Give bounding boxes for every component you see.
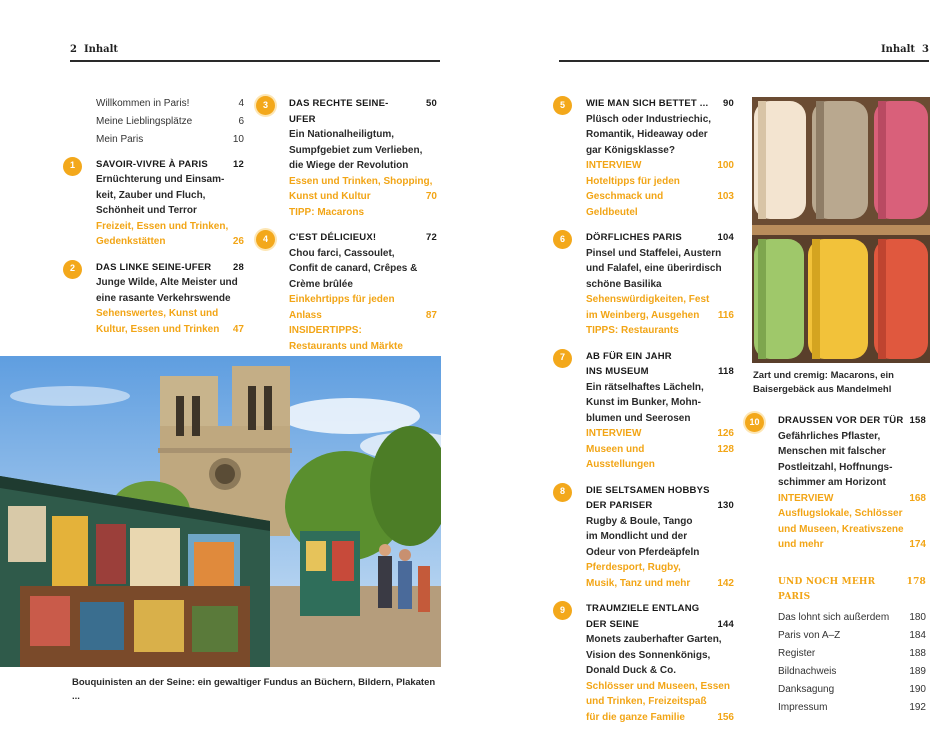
more-title: UND NOCH MEHR PARIS bbox=[778, 576, 876, 602]
chapter-page: 28 bbox=[233, 261, 244, 273]
chapter-number-badge: 2 bbox=[63, 260, 82, 279]
chapter-subentry[interactable]: INTERVIEW 100 Hoteltipps für jeden Geschmack und Geldbeutel 103 bbox=[586, 160, 734, 218]
chapter-title: SAVOIR-VIVRE À PARIS bbox=[96, 158, 208, 170]
chapter-title: WIE MAN SICH BETTET ... bbox=[586, 98, 709, 109]
chapter-title-line-2: INS MUSEUM bbox=[586, 366, 649, 377]
toc-column-3 bbox=[559, 96, 734, 725]
right-header-rule bbox=[559, 60, 929, 62]
chapter-description: Ein Nationalheiligtum, Sumpfgebiet zum Verlieben, die Wiege der Revolution bbox=[289, 129, 423, 171]
toc-more-item[interactable]: Das lohnt sich außerdem 180 bbox=[778, 611, 926, 623]
chapter-title: DIE SELTSAMEN HOBBYS bbox=[586, 484, 710, 496]
chapter-page: 118 bbox=[718, 366, 734, 377]
toc-chapter-9[interactable] bbox=[559, 601, 734, 725]
chapter-number-badge: 8 bbox=[553, 483, 572, 502]
chapter-title: TRAUMZIELE ENTLANG bbox=[586, 603, 700, 614]
toc-chapter-7[interactable] bbox=[559, 349, 734, 473]
toc-more-item[interactable]: Register 188 bbox=[778, 647, 926, 659]
left-header-title: Inhalt bbox=[83, 44, 119, 55]
chapter-page: 72 bbox=[426, 232, 437, 243]
chapter-title-line-2: DER PARISER bbox=[586, 500, 653, 511]
chapter-subentry[interactable]: INTERVIEW 126 Museen und Ausstellungen 128 bbox=[586, 428, 734, 470]
chapter-page: 50 bbox=[426, 98, 437, 109]
chapter-number-badge: 4 bbox=[256, 230, 275, 249]
toc-intro-item[interactable]: Meine Lieblingsplätze 6 bbox=[96, 116, 244, 127]
chapter-number-badge: 3 bbox=[256, 96, 275, 115]
chapter-subentry[interactable]: Sehenswürdigkeiten, Fest im Weinberg, Ausgehen 116 TIPPS: Restaurants bbox=[586, 294, 734, 336]
chapter-subentry[interactable]: Sehenswertes, Kunst und Kultur, Essen und Trinken 47 bbox=[96, 308, 244, 335]
chapter-description: Pinsel und Staffelei, Austern und Falafel, eine überirdisch schöne Basilika bbox=[586, 247, 722, 290]
left-header-rule bbox=[70, 60, 440, 62]
toc-chapter-5[interactable] bbox=[559, 96, 734, 220]
chapter-description: Plüsch oder Industriechic, Romantik, Hideaway oder gar Königsklasse? bbox=[586, 113, 712, 156]
toc-column-1 bbox=[69, 96, 244, 337]
toc-chapter-4[interactable] bbox=[262, 230, 437, 354]
toc-intro-item[interactable]: Willkommen in Paris! 4 bbox=[96, 98, 244, 109]
chapter-number-badge: 7 bbox=[553, 349, 572, 368]
chapter-title: AB FÜR EIN JAHR bbox=[586, 350, 672, 362]
toc-chapter-6[interactable] bbox=[559, 230, 734, 339]
toc-more-item[interactable]: Bildnachweis 189 bbox=[778, 665, 926, 677]
toc-more-item[interactable]: Danksagung 190 bbox=[778, 683, 926, 695]
toc-chapter-10[interactable] bbox=[749, 413, 926, 553]
left-running-header bbox=[70, 44, 118, 55]
chapter-title: C'EST DÉLICIEUX! bbox=[289, 232, 377, 243]
macarons-photo bbox=[752, 97, 930, 363]
toc-column-2 bbox=[262, 96, 437, 354]
chapter-title: DAS LINKE SEINE-UFER bbox=[96, 261, 212, 273]
right-header-title: Inhalt bbox=[880, 44, 916, 55]
left-page-number: 2 bbox=[70, 44, 77, 55]
chapter-subentry[interactable]: Essen und Trinken, Shopping, Kunst und Kultur 70 TIPP: Macarons bbox=[289, 175, 437, 218]
toc-more-item[interactable]: Impressum 192 bbox=[778, 701, 926, 713]
chapter-subentry[interactable]: INTERVIEW 168 Ausflugslokale, Schlösser und Museen, Kreativszene und mehr 174 bbox=[778, 492, 926, 550]
chapter-subentry[interactable]: Freizeit, Essen und Trinken, Gedenkstätten 26 bbox=[96, 220, 244, 247]
notre-dame-photo-caption: Bouquinisten an der Seine: ein gewaltiger Fundus an Büchern, Bildern, Plakaten ... bbox=[72, 677, 436, 702]
toc-more-item[interactable]: Paris von A–Z 184 bbox=[778, 629, 926, 641]
chapter-page: 104 bbox=[717, 232, 734, 243]
chapter-description: Gefährliches Pflaster, Menschen mit falscher Postleitzahl, Hoffnungs- schimmer am Horizont bbox=[778, 430, 893, 488]
toc-column-4 bbox=[749, 413, 926, 718]
chapter-title: DÖRFLICHES PARIS bbox=[586, 232, 682, 243]
toc-chapter-1[interactable] bbox=[69, 157, 244, 250]
chapter-subentry[interactable]: Schlösser und Museen, Essen und Trinken, Freizeitspaß für die ganze Familie 156 bbox=[586, 680, 734, 723]
toc-chapter-2[interactable] bbox=[69, 260, 244, 338]
chapter-description: Ernüchterung und Einsam- keit, Zauber und Fluch, Schönheit und Terror bbox=[96, 174, 225, 216]
chapter-subentry[interactable]: Einkehrtipps für jeden Anlass 87 INSIDERTIPPS: Restaurants und Märkte bbox=[289, 294, 437, 352]
chapter-number-badge: 6 bbox=[553, 230, 572, 249]
chapter-page: 12 bbox=[233, 158, 244, 170]
toc-chapter-8[interactable] bbox=[559, 483, 734, 592]
chapter-title: DRAUSSEN VOR DER TÜR bbox=[778, 415, 904, 426]
chapter-description: Junge Wilde, Alte Meister und eine rasante Verkehrswende bbox=[96, 277, 238, 304]
chapter-title-line-2: DER SEINE bbox=[586, 618, 640, 630]
right-running-header bbox=[881, 44, 929, 55]
chapter-description: Ein rätselhaftes Lächeln, Kunst im Bunker, Mohn- blumen und Seerosen bbox=[586, 381, 704, 424]
more-page: 178 bbox=[906, 576, 926, 587]
chapter-subentry[interactable]: Pferdesport, Rugby, Musik, Tanz und mehr 142 bbox=[586, 562, 734, 589]
chapter-number-badge: 9 bbox=[553, 601, 572, 620]
toc-intro-item[interactable]: Mein Paris 10 bbox=[96, 134, 244, 145]
chapter-description: Monets zauberhafter Garten, Vision des Sonnenkönigs, Donald Duck & Co. bbox=[586, 634, 722, 676]
chapter-number-badge: 5 bbox=[553, 96, 572, 115]
chapter-page: 144 bbox=[717, 618, 734, 630]
chapter-title: DAS RECHTE SEINE-UFER bbox=[289, 98, 389, 125]
macarons-photo-caption: Zart und cremig: Macarons, ein Baisergebäck aus Mandelmehl bbox=[753, 370, 894, 395]
chapter-number-badge: 10 bbox=[745, 413, 764, 432]
toc-more-section[interactable] bbox=[778, 575, 926, 716]
notre-dame-bouquinistes-photo bbox=[0, 356, 441, 667]
chapter-page: 158 bbox=[909, 415, 926, 426]
chapter-page: 90 bbox=[723, 98, 734, 109]
chapter-description: Rugby & Boule, Tango im Mondlicht und der Odeur von Pferdeäpfeln bbox=[586, 515, 700, 558]
chapter-number-badge: 1 bbox=[63, 157, 82, 176]
toc-chapter-3[interactable] bbox=[262, 96, 437, 220]
chapter-page: 130 bbox=[717, 500, 734, 511]
right-page-number: 3 bbox=[922, 44, 929, 55]
chapter-description: Chou farci, Cassoulet, Confit de canard, Crêpes & Crème brûlée bbox=[289, 247, 418, 290]
